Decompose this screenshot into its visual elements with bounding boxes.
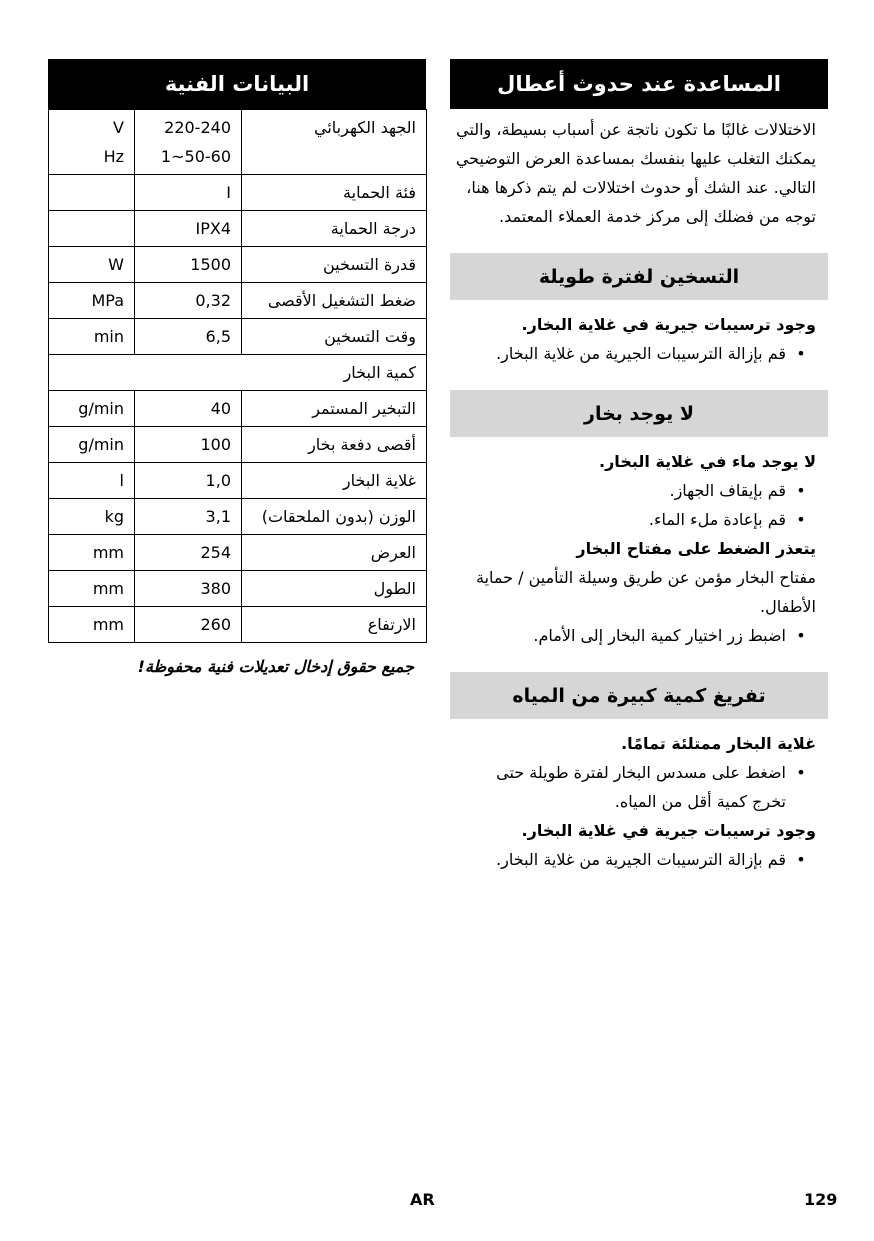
remedy-text: قم بإيقاف الجهاز. xyxy=(669,481,786,500)
spec-unit: W xyxy=(49,247,135,283)
spec-value: 3,1 xyxy=(135,499,242,535)
spec-name: أقصى دفعة بخار xyxy=(242,427,427,463)
table-row xyxy=(49,535,427,571)
spec-value: 260 xyxy=(135,607,242,643)
spec-value: 40 xyxy=(135,391,242,427)
table-row xyxy=(49,427,427,463)
note-text: مفتاح البخار مؤمن عن طريق وسيلة التأمين / حماية الأطفال. xyxy=(475,568,816,616)
table-row xyxy=(49,211,427,247)
spec-unit: V Hz xyxy=(49,110,135,175)
table-row xyxy=(49,355,427,391)
spec-name: العرض xyxy=(242,535,427,571)
spec-name: التبخير المستمر xyxy=(242,391,427,427)
table-row xyxy=(49,607,427,643)
page-number: 129 xyxy=(804,1190,838,1209)
spec-value: 6,5 xyxy=(135,319,242,355)
bullet-icon: • xyxy=(796,344,806,363)
page-language: AR xyxy=(410,1190,435,1209)
remedy-item xyxy=(450,339,828,368)
spec-name: الجهد الكهربائي xyxy=(242,110,427,175)
cause-text: يتعذر الضغط على مفتاح البخار xyxy=(576,539,816,558)
spec-value: 1,0 xyxy=(135,463,242,499)
table-row xyxy=(49,319,427,355)
remedy-text: اضغط على مسدس البخار لفترة طويلة حتى تخرج كمية أقل من المياه. xyxy=(496,763,786,811)
spec-value: 254 xyxy=(135,535,242,571)
troubleshooting-column xyxy=(450,59,828,874)
spec-unit: mm xyxy=(49,535,135,571)
spec-name: الارتفاع xyxy=(242,607,427,643)
troubleshooting-intro: الاختلالات غالبًا ما تكون ناتجة عن أسباب بسيطة، والتي يمكنك التغلب عليها بنفسك بمساعدة العرض التوضيحي التالي. عند الشك أو حدوث اختلالات لم يتم ذكرها هنا، توجه من فضلك إلى مركز خدمة العملاء المعتمد. xyxy=(455,120,816,226)
troubleshooting-title: المساعدة عند حدوث أعطال xyxy=(450,59,828,109)
spec-unit: kg xyxy=(49,499,135,535)
spec-value: 1500 xyxy=(135,247,242,283)
table-row xyxy=(49,463,427,499)
specs-table xyxy=(48,109,427,643)
spec-name: قدرة التسخين xyxy=(242,247,427,283)
spec-value: I xyxy=(135,175,242,211)
spec-value: IPX4 xyxy=(135,211,242,247)
bullet-icon: • xyxy=(796,626,806,645)
cause-text: لا يوجد ماء في غلاية البخار. xyxy=(599,452,816,471)
remedy-item xyxy=(450,505,828,534)
bullet-icon: • xyxy=(796,481,806,500)
bullet-icon: • xyxy=(796,763,806,782)
spec-name: ضغط التشغيل الأقصى xyxy=(242,283,427,319)
remedy-text: قم بإزالة الترسيبات الجيرية من غلاية البخار. xyxy=(496,344,786,363)
spec-unit: mm xyxy=(49,571,135,607)
remedy-text: قم بإعادة ملء الماء. xyxy=(648,510,786,529)
bullet-icon: • xyxy=(796,850,806,869)
spec-value: 220-240 1~50-60 xyxy=(135,110,242,175)
spec-name: الطول xyxy=(242,571,427,607)
remedy-item xyxy=(450,621,828,650)
spec-unit: g/min xyxy=(49,427,135,463)
spec-unit: g/min xyxy=(49,391,135,427)
section-title-water-discharge: تفريغ كمية كبيرة من المياه xyxy=(450,672,828,719)
spec-group-header: كمية البخار xyxy=(49,355,427,391)
spec-name: غلاية البخار xyxy=(242,463,427,499)
table-row xyxy=(49,175,427,211)
remedy-text: اضبط زر اختيار كمية البخار إلى الأمام. xyxy=(533,626,786,645)
spec-unit: min xyxy=(49,319,135,355)
spec-name: الوزن (بدون الملحقات) xyxy=(242,499,427,535)
spec-value: 100 xyxy=(135,427,242,463)
bullet-icon: • xyxy=(796,510,806,529)
specs-column xyxy=(48,59,426,676)
table-row xyxy=(49,110,427,175)
spec-name: فئة الحماية xyxy=(242,175,427,211)
spec-value: 0,32 xyxy=(135,283,242,319)
remedy-item xyxy=(450,845,828,874)
cause-text: غلاية البخار ممتلئة تمامًا. xyxy=(621,734,816,753)
cause-text: وجود ترسيبات جيرية في غلاية البخار. xyxy=(521,821,816,840)
remedy-item xyxy=(450,758,828,816)
table-row xyxy=(49,283,427,319)
table-row xyxy=(49,499,427,535)
cause-text: وجود ترسيبات جيرية في غلاية البخار. xyxy=(521,315,816,334)
table-row xyxy=(49,391,427,427)
spec-unit: mm xyxy=(49,607,135,643)
remedy-item xyxy=(450,476,828,505)
spec-unit: MPa xyxy=(49,283,135,319)
table-row xyxy=(49,247,427,283)
spec-value: 380 xyxy=(135,571,242,607)
remedy-text: قم بإزالة الترسيبات الجيرية من غلاية البخار. xyxy=(496,850,786,869)
spec-unit xyxy=(49,175,135,211)
section-title-no-steam: لا يوجد بخار xyxy=(450,390,828,437)
specs-title: البيانات الفنية xyxy=(48,59,426,109)
spec-name: درجة الحماية xyxy=(242,211,427,247)
spec-name: وقت التسخين xyxy=(242,319,427,355)
specs-footnote: جميع حقوق إدخال تعديلات فنية محفوظة! xyxy=(137,657,414,676)
spec-unit: l xyxy=(49,463,135,499)
section-title-long-heating: التسخين لفترة طويلة xyxy=(450,253,828,300)
table-row xyxy=(49,571,427,607)
spec-unit xyxy=(49,211,135,247)
